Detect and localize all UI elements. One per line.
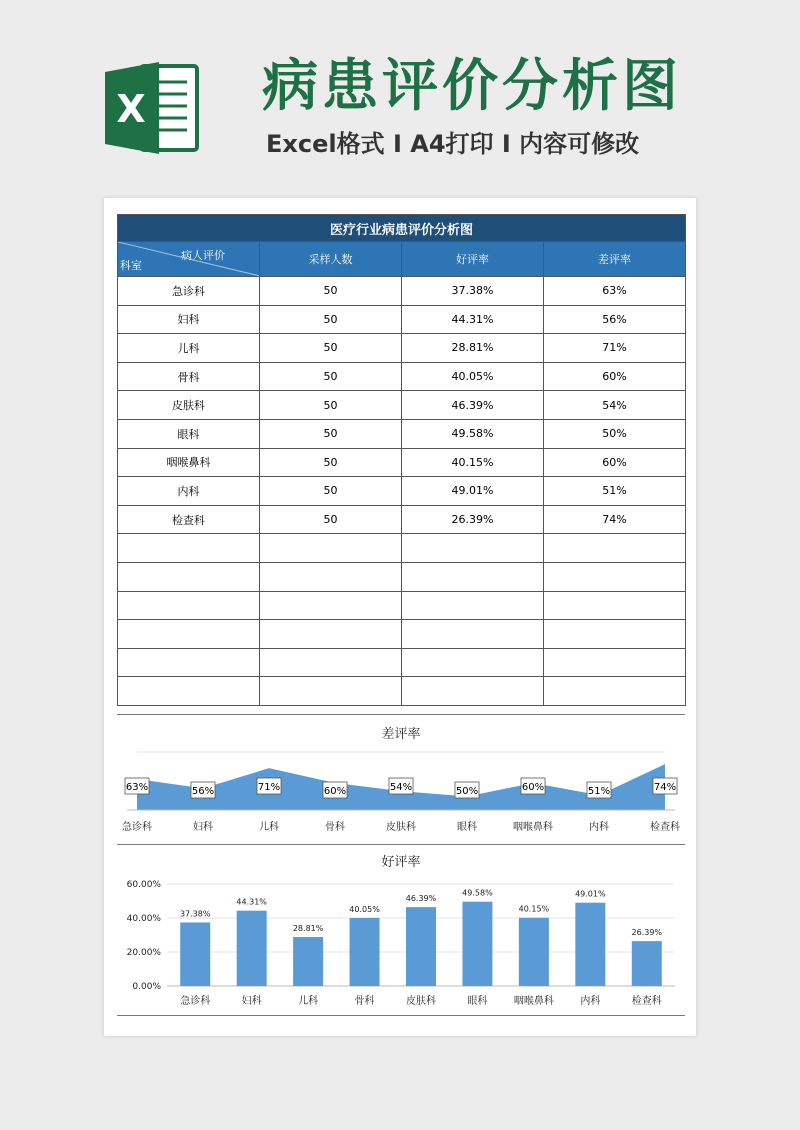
- data-label: 49.01%: [575, 889, 606, 899]
- table-row: [118, 334, 686, 363]
- good-rate-cell[interactable]: 46.39%: [402, 391, 544, 420]
- x-tick-label: 咽喉鼻科: [513, 996, 554, 1007]
- empty-row: [118, 677, 686, 706]
- empty-cell[interactable]: [118, 620, 260, 649]
- empty-row: [118, 648, 686, 677]
- column-header-samples: 采样人数: [260, 242, 402, 277]
- samples-cell[interactable]: 50: [260, 305, 402, 334]
- divider: [117, 1015, 685, 1016]
- empty-cell[interactable]: [260, 677, 402, 706]
- y-tick-label: 0.00%: [132, 982, 161, 992]
- x-tick-label: 骨科: [325, 822, 345, 833]
- excel-logo-icon: [103, 58, 203, 158]
- empty-row: [118, 591, 686, 620]
- page-header: [0, 0, 800, 190]
- bar: [180, 922, 210, 986]
- data-label: 60%: [323, 786, 347, 797]
- x-tick-label: 皮肤科: [386, 822, 416, 833]
- empty-cell[interactable]: [544, 620, 686, 649]
- x-tick-label: 咽喉鼻科: [513, 822, 553, 833]
- empty-cell[interactable]: [118, 677, 260, 706]
- empty-cell[interactable]: [260, 620, 402, 649]
- bad-rate-cell[interactable]: 51%: [544, 477, 686, 506]
- column-header-good-rate: 好评率: [402, 242, 544, 277]
- empty-cell[interactable]: [260, 562, 402, 591]
- excel-logo-letter: X: [116, 87, 146, 131]
- diag-bottom-label: 科室: [120, 259, 142, 272]
- bar: [575, 903, 605, 986]
- bar: [462, 902, 492, 986]
- table-title-row: [118, 215, 686, 242]
- dept-cell[interactable]: 内科: [118, 477, 260, 506]
- good-rate-cell[interactable]: 26.39%: [402, 505, 544, 534]
- empty-cell[interactable]: [402, 620, 544, 649]
- bar: [632, 941, 662, 986]
- good-rate-cell[interactable]: 37.38%: [402, 277, 544, 306]
- samples-cell[interactable]: 50: [260, 505, 402, 534]
- data-label: 40.05%: [349, 904, 380, 914]
- empty-cell[interactable]: [402, 648, 544, 677]
- table-title: 医疗行业病患评价分析图: [118, 215, 686, 242]
- x-tick-label: 皮肤科: [406, 996, 436, 1007]
- bad-rate-cell[interactable]: 60%: [544, 448, 686, 477]
- bad-rate-cell[interactable]: 50%: [544, 419, 686, 448]
- bad-rate-cell[interactable]: 74%: [544, 505, 686, 534]
- page-title: 病患评价分析图: [262, 54, 682, 119]
- good-rate-bar-chart: [117, 846, 685, 1014]
- data-label: 63%: [125, 782, 149, 793]
- x-tick-label: 妇科: [241, 996, 262, 1007]
- empty-cell[interactable]: [544, 534, 686, 563]
- empty-cell[interactable]: [544, 591, 686, 620]
- x-tick-label: 儿科: [298, 996, 319, 1007]
- samples-cell[interactable]: 50: [260, 391, 402, 420]
- data-label: 74%: [653, 782, 677, 793]
- data-label: 46.39%: [405, 894, 437, 904]
- x-tick-label: 骨科: [354, 996, 375, 1007]
- good-rate-cell[interactable]: 49.01%: [402, 477, 544, 506]
- x-tick-label: 检查科: [631, 996, 662, 1007]
- x-tick-label: 内科: [580, 996, 601, 1007]
- data-label: 50%: [455, 786, 479, 797]
- spreadsheet-page: [104, 198, 696, 1036]
- empty-row: [118, 534, 686, 563]
- empty-cell[interactable]: [118, 591, 260, 620]
- bar: [350, 918, 380, 986]
- data-label: 40.15%: [518, 904, 550, 914]
- x-tick-label: 检查科: [650, 822, 680, 833]
- table-row: [118, 305, 686, 334]
- bad-rate-cell[interactable]: 54%: [544, 391, 686, 420]
- diagonal-header-cell: [118, 242, 260, 277]
- empty-cell[interactable]: [260, 591, 402, 620]
- data-label: 26.39%: [631, 928, 663, 938]
- table-row: [118, 362, 686, 391]
- bad-rate-cell[interactable]: 71%: [544, 334, 686, 363]
- empty-cell[interactable]: [260, 648, 402, 677]
- bar: [293, 937, 323, 986]
- x-tick-label: 急诊科: [122, 822, 152, 833]
- bad-rate-cell[interactable]: 63%: [544, 277, 686, 306]
- empty-cell[interactable]: [118, 534, 260, 563]
- chart-title: 好评率: [381, 855, 421, 870]
- samples-cell[interactable]: 50: [260, 419, 402, 448]
- table-row: [118, 391, 686, 420]
- good-rate-cell[interactable]: 28.81%: [402, 334, 544, 363]
- divider: [117, 844, 685, 845]
- column-header-bad-rate: 差评率: [544, 242, 686, 277]
- data-label: 71%: [257, 782, 281, 793]
- samples-cell[interactable]: 50: [260, 477, 402, 506]
- bad-rate-area-chart: [117, 716, 685, 844]
- data-label: 49.58%: [462, 888, 493, 898]
- data-label: 60%: [521, 782, 545, 793]
- diag-top-label: 病人评价: [181, 249, 225, 262]
- data-label: 51%: [587, 786, 611, 797]
- divider: [117, 714, 685, 715]
- empty-cell[interactable]: [402, 677, 544, 706]
- bar: [406, 907, 436, 986]
- empty-cell[interactable]: [544, 648, 686, 677]
- bar: [519, 918, 549, 986]
- x-tick-label: 眼科: [467, 996, 488, 1007]
- x-tick-label: 内科: [589, 822, 609, 833]
- samples-cell[interactable]: 50: [260, 277, 402, 306]
- empty-row: [118, 562, 686, 591]
- empty-cell[interactable]: [402, 591, 544, 620]
- table-row: [118, 477, 686, 506]
- empty-row: [118, 620, 686, 649]
- samples-cell[interactable]: 50: [260, 362, 402, 391]
- data-label: 28.81%: [292, 924, 324, 934]
- page-subtitle: Excel格式 I A4打印 I 内容可修改: [266, 130, 640, 158]
- empty-cell[interactable]: [544, 562, 686, 591]
- data-label: 44.31%: [236, 897, 267, 907]
- chart-title: 差评率: [381, 727, 421, 742]
- y-tick-label: 40.00%: [126, 914, 161, 924]
- good-rate-cell[interactable]: 40.15%: [402, 448, 544, 477]
- table-body: [118, 277, 686, 706]
- y-tick-label: 60.00%: [126, 880, 161, 890]
- table-row: [118, 277, 686, 306]
- y-tick-label: 20.00%: [126, 948, 161, 958]
- empty-cell[interactable]: [402, 534, 544, 563]
- dept-cell[interactable]: 皮肤科: [118, 391, 260, 420]
- bad-rate-cell[interactable]: 56%: [544, 305, 686, 334]
- data-label: 37.38%: [179, 909, 211, 919]
- x-tick-label: 眼科: [457, 822, 477, 833]
- empty-cell[interactable]: [544, 677, 686, 706]
- empty-cell[interactable]: [118, 648, 260, 677]
- data-label: 56%: [191, 786, 215, 797]
- good-rate-cell[interactable]: 49.58%: [402, 419, 544, 448]
- dept-cell[interactable]: 骨科: [118, 362, 260, 391]
- x-tick-label: 儿科: [259, 822, 279, 833]
- dept-cell[interactable]: 检查科: [118, 505, 260, 534]
- evaluation-table: [117, 214, 686, 706]
- dept-cell[interactable]: 儿科: [118, 334, 260, 363]
- dept-cell[interactable]: 急诊科: [118, 277, 260, 306]
- good-rate-cell[interactable]: 44.31%: [402, 305, 544, 334]
- dept-cell[interactable]: 咽喉鼻科: [118, 448, 260, 477]
- bar: [237, 911, 267, 986]
- samples-cell[interactable]: 50: [260, 448, 402, 477]
- x-tick-label: 妇科: [193, 822, 213, 833]
- dept-cell[interactable]: 眼科: [118, 419, 260, 448]
- table-header-row: [118, 242, 686, 277]
- empty-cell[interactable]: [118, 562, 260, 591]
- x-tick-label: 急诊科: [180, 996, 211, 1007]
- good-rate-cell[interactable]: 40.05%: [402, 362, 544, 391]
- dept-cell[interactable]: 妇科: [118, 305, 260, 334]
- table-row: [118, 419, 686, 448]
- table-row: [118, 505, 686, 534]
- data-label: 54%: [389, 782, 413, 793]
- table-row: [118, 448, 686, 477]
- samples-cell[interactable]: 50: [260, 334, 402, 363]
- bad-rate-cell[interactable]: 60%: [544, 362, 686, 391]
- empty-cell[interactable]: [260, 534, 402, 563]
- empty-cell[interactable]: [402, 562, 544, 591]
